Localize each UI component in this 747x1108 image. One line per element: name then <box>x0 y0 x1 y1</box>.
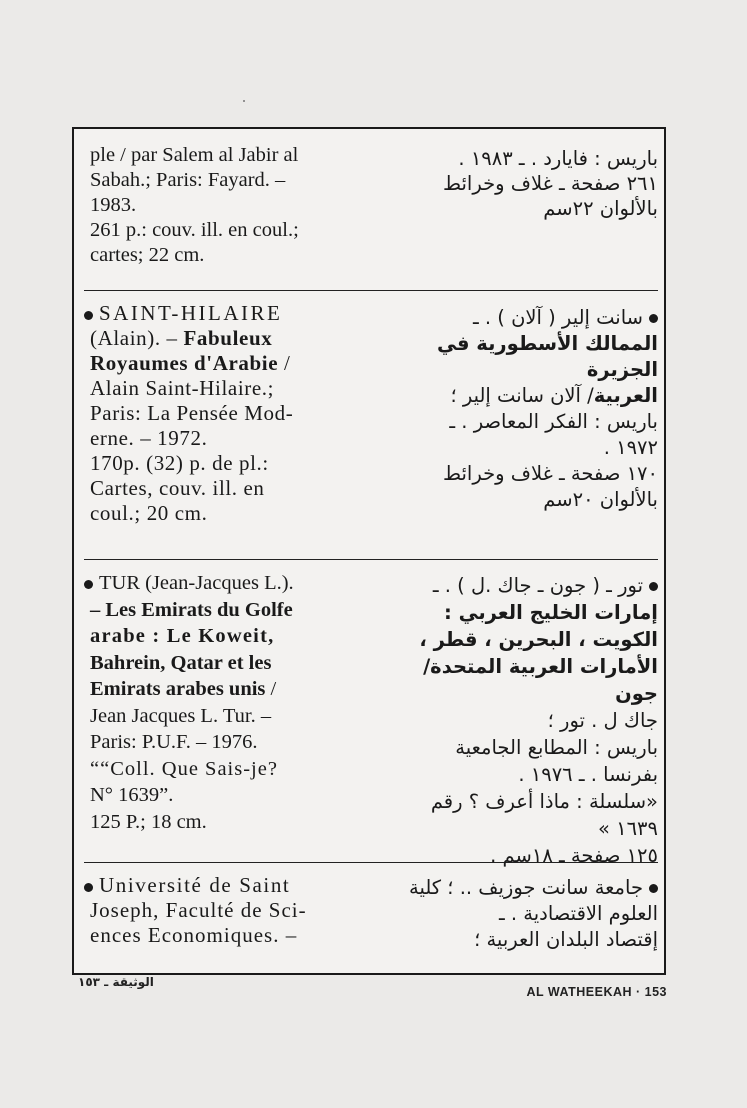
text-line: N° 1639”. <box>90 784 174 806</box>
entry-1-french <box>90 143 372 268</box>
text-line: ١٢٥ صفحة ـ ١٨سم . <box>490 844 658 867</box>
text-line: ““Coll. Que Sais-je? <box>90 757 278 780</box>
text-line: 1983. <box>90 194 137 216</box>
text-line: إمارات الخليج العربي : <box>444 601 658 624</box>
speck <box>243 100 245 102</box>
text-line: ٢٦١ صفحة ـ غلاف وخرائط <box>442 172 658 195</box>
page-footer-latin: AL WATHEEKAH · 153 <box>526 985 667 999</box>
text-line: cartes; 22 cm. <box>90 244 205 266</box>
text-line: Sabah.; Paris: Fayard. – <box>90 169 286 191</box>
text-line: ١٧٠ صفحة ـ غلاف وخرائط <box>442 462 658 485</box>
text-line: 125 P.; 18 cm. <box>90 810 207 833</box>
text-line: ple / par Salem al Jabir al <box>90 144 299 166</box>
text-line: بالألوان ٢٠سم <box>543 488 658 511</box>
text-line: Cartes, couv. ill. en <box>90 476 265 500</box>
text-line: بالألوان ٢٢سم <box>543 197 658 220</box>
bullet-icon <box>649 582 658 591</box>
text-line: باريس : فايارد . ـ ١٩٨٣ . <box>458 147 658 170</box>
text-line: باريس : المطابع الجامعية <box>455 736 658 759</box>
text-line: تور ـ ( جون ـ جاك .ل ) . ـ <box>382 572 658 599</box>
bullet-icon <box>649 884 658 893</box>
text-line: Université de Saint <box>90 873 372 898</box>
entry-3-arabic <box>382 572 658 869</box>
text-line: 170p. (32) p. de pl.: <box>90 451 269 475</box>
bullet-icon <box>84 580 93 589</box>
text-line: Alain Saint-Hilaire.; <box>90 376 275 400</box>
text-line: إقتصاد البلدان العربية ؛ <box>474 928 658 951</box>
text-line: Paris: P.U.F. – 1976. <box>90 731 258 753</box>
text-line: الممالك الأسطورية في الجزيرة <box>436 332 658 381</box>
text-line: الأمارات العربية المتحدة/ جون <box>423 655 658 705</box>
text-line: Jean Jacques L. Tur. – <box>90 704 272 727</box>
text-line: Emirats arabes unis / <box>90 678 277 700</box>
page-footer-arabic: الوثيقة ـ ١٥٣ <box>78 975 154 989</box>
entry-4-french <box>90 873 372 948</box>
text-line: الكويت ، البحرين ، قطر ، <box>419 628 658 651</box>
text-line: جامعة سانت جوزيف .. ؛ كلية <box>382 875 658 901</box>
text-line: coul.; 20 cm. <box>90 501 208 525</box>
entry-divider <box>84 559 658 560</box>
text-line: ١٦٣٩ » <box>597 817 658 840</box>
entry-2-arabic <box>382 305 658 513</box>
text-line: erne. – 1972. <box>90 426 208 450</box>
text-line: Bahrein, Qatar et les <box>90 651 272 674</box>
entry-1-arabic <box>382 146 658 221</box>
bullet-icon <box>649 314 658 323</box>
text-line: Joseph, Faculté de Sci- <box>90 898 307 922</box>
text-line: Royaumes d'Arabie / <box>90 351 291 375</box>
entry-4-arabic <box>382 875 658 953</box>
text-line: العربية/ آلان سانت إلير ؛ <box>450 384 658 407</box>
bullet-icon <box>84 883 93 892</box>
text-line: بفرنسا . ـ ١٩٧٦ . <box>518 763 658 786</box>
text-line: سانت إلير ( آلان ) . ـ <box>382 305 658 331</box>
text-line: – Les Emirats du Golfe <box>90 598 293 621</box>
text-line: TUR (Jean-Jacques L.). <box>90 570 372 597</box>
text-line: SAINT-HILAIRE <box>90 301 372 326</box>
entry-divider <box>84 290 658 291</box>
entry-3-french <box>90 570 372 835</box>
text-line: Paris: La Pensée Mod- <box>90 401 294 425</box>
text-line: (Alain). – Fabuleux <box>90 326 273 350</box>
text-line: العلوم الاقتصادية . ـ <box>498 902 658 925</box>
text-line: ences Economiques. – <box>90 923 298 947</box>
text-line: arabe : Le Koweit, <box>90 625 275 647</box>
text-line: باريس : الفكر المعاصر . ـ <box>449 410 658 433</box>
text-line: «سلسلة : ماذا أعرف ؟ رقم <box>430 790 658 813</box>
bullet-icon <box>84 311 93 320</box>
text-line: جاك ل . تور ؛ <box>547 709 658 732</box>
text-line: 261 p.: couv. ill. en coul.; <box>90 219 299 241</box>
entry-2-french <box>90 301 372 526</box>
text-line: ١٩٧٢ . <box>603 436 658 459</box>
